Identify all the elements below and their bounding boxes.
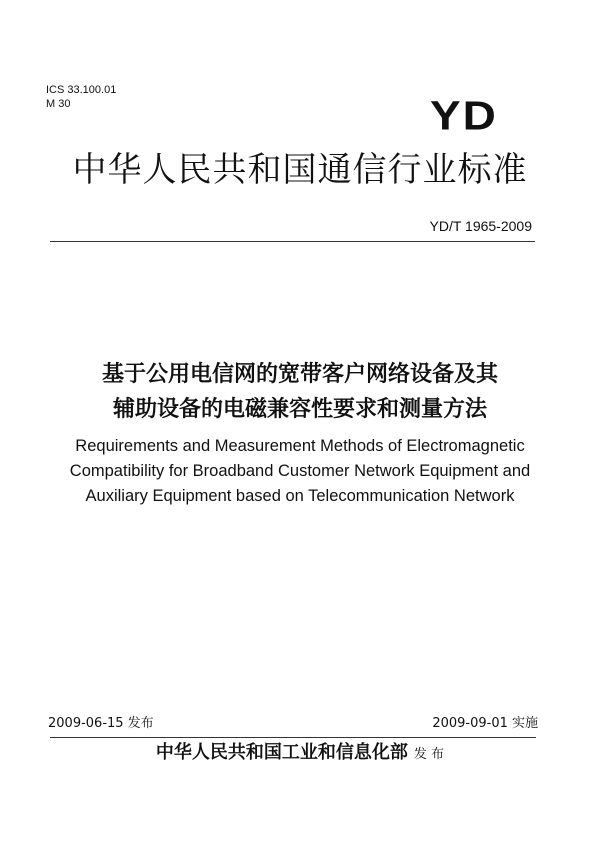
ics-code: ICS 33.100.01: [46, 84, 117, 96]
english-title-line-3: Auxiliary Equipment based on Telecommunication Network: [85, 487, 515, 505]
publisher-line: [0, 742, 600, 766]
chinese-title-line-1: 基于公用电信网的宽带客户网络设备及其: [101, 362, 498, 387]
industry-standard-title: 中华人民共和国通信行业标准: [72, 150, 528, 190]
chinese-title-line-2: 辅助设备的电磁兼容性要求和测量方法: [112, 397, 487, 422]
implementation-date: 2009-09-01 实施: [432, 716, 538, 731]
bottom-divider: [50, 737, 536, 738]
publisher-suffix: 发 布: [413, 747, 445, 762]
top-divider: [50, 241, 535, 242]
category-code: M 30: [46, 98, 71, 110]
publisher-name: 中华人民共和国工业和信息化部: [155, 742, 408, 763]
issue-date: 2009-06-15 发布: [48, 716, 154, 731]
english-title-line-1: Requirements and Measurement Methods of Electromagnetic: [75, 437, 525, 455]
english-title-line-2: Compatibility for Broadband Customer Network Equipment and: [69, 462, 531, 480]
standard-number: YD/T 1965-2009: [429, 218, 532, 234]
yd-logo: YD: [430, 92, 498, 139]
